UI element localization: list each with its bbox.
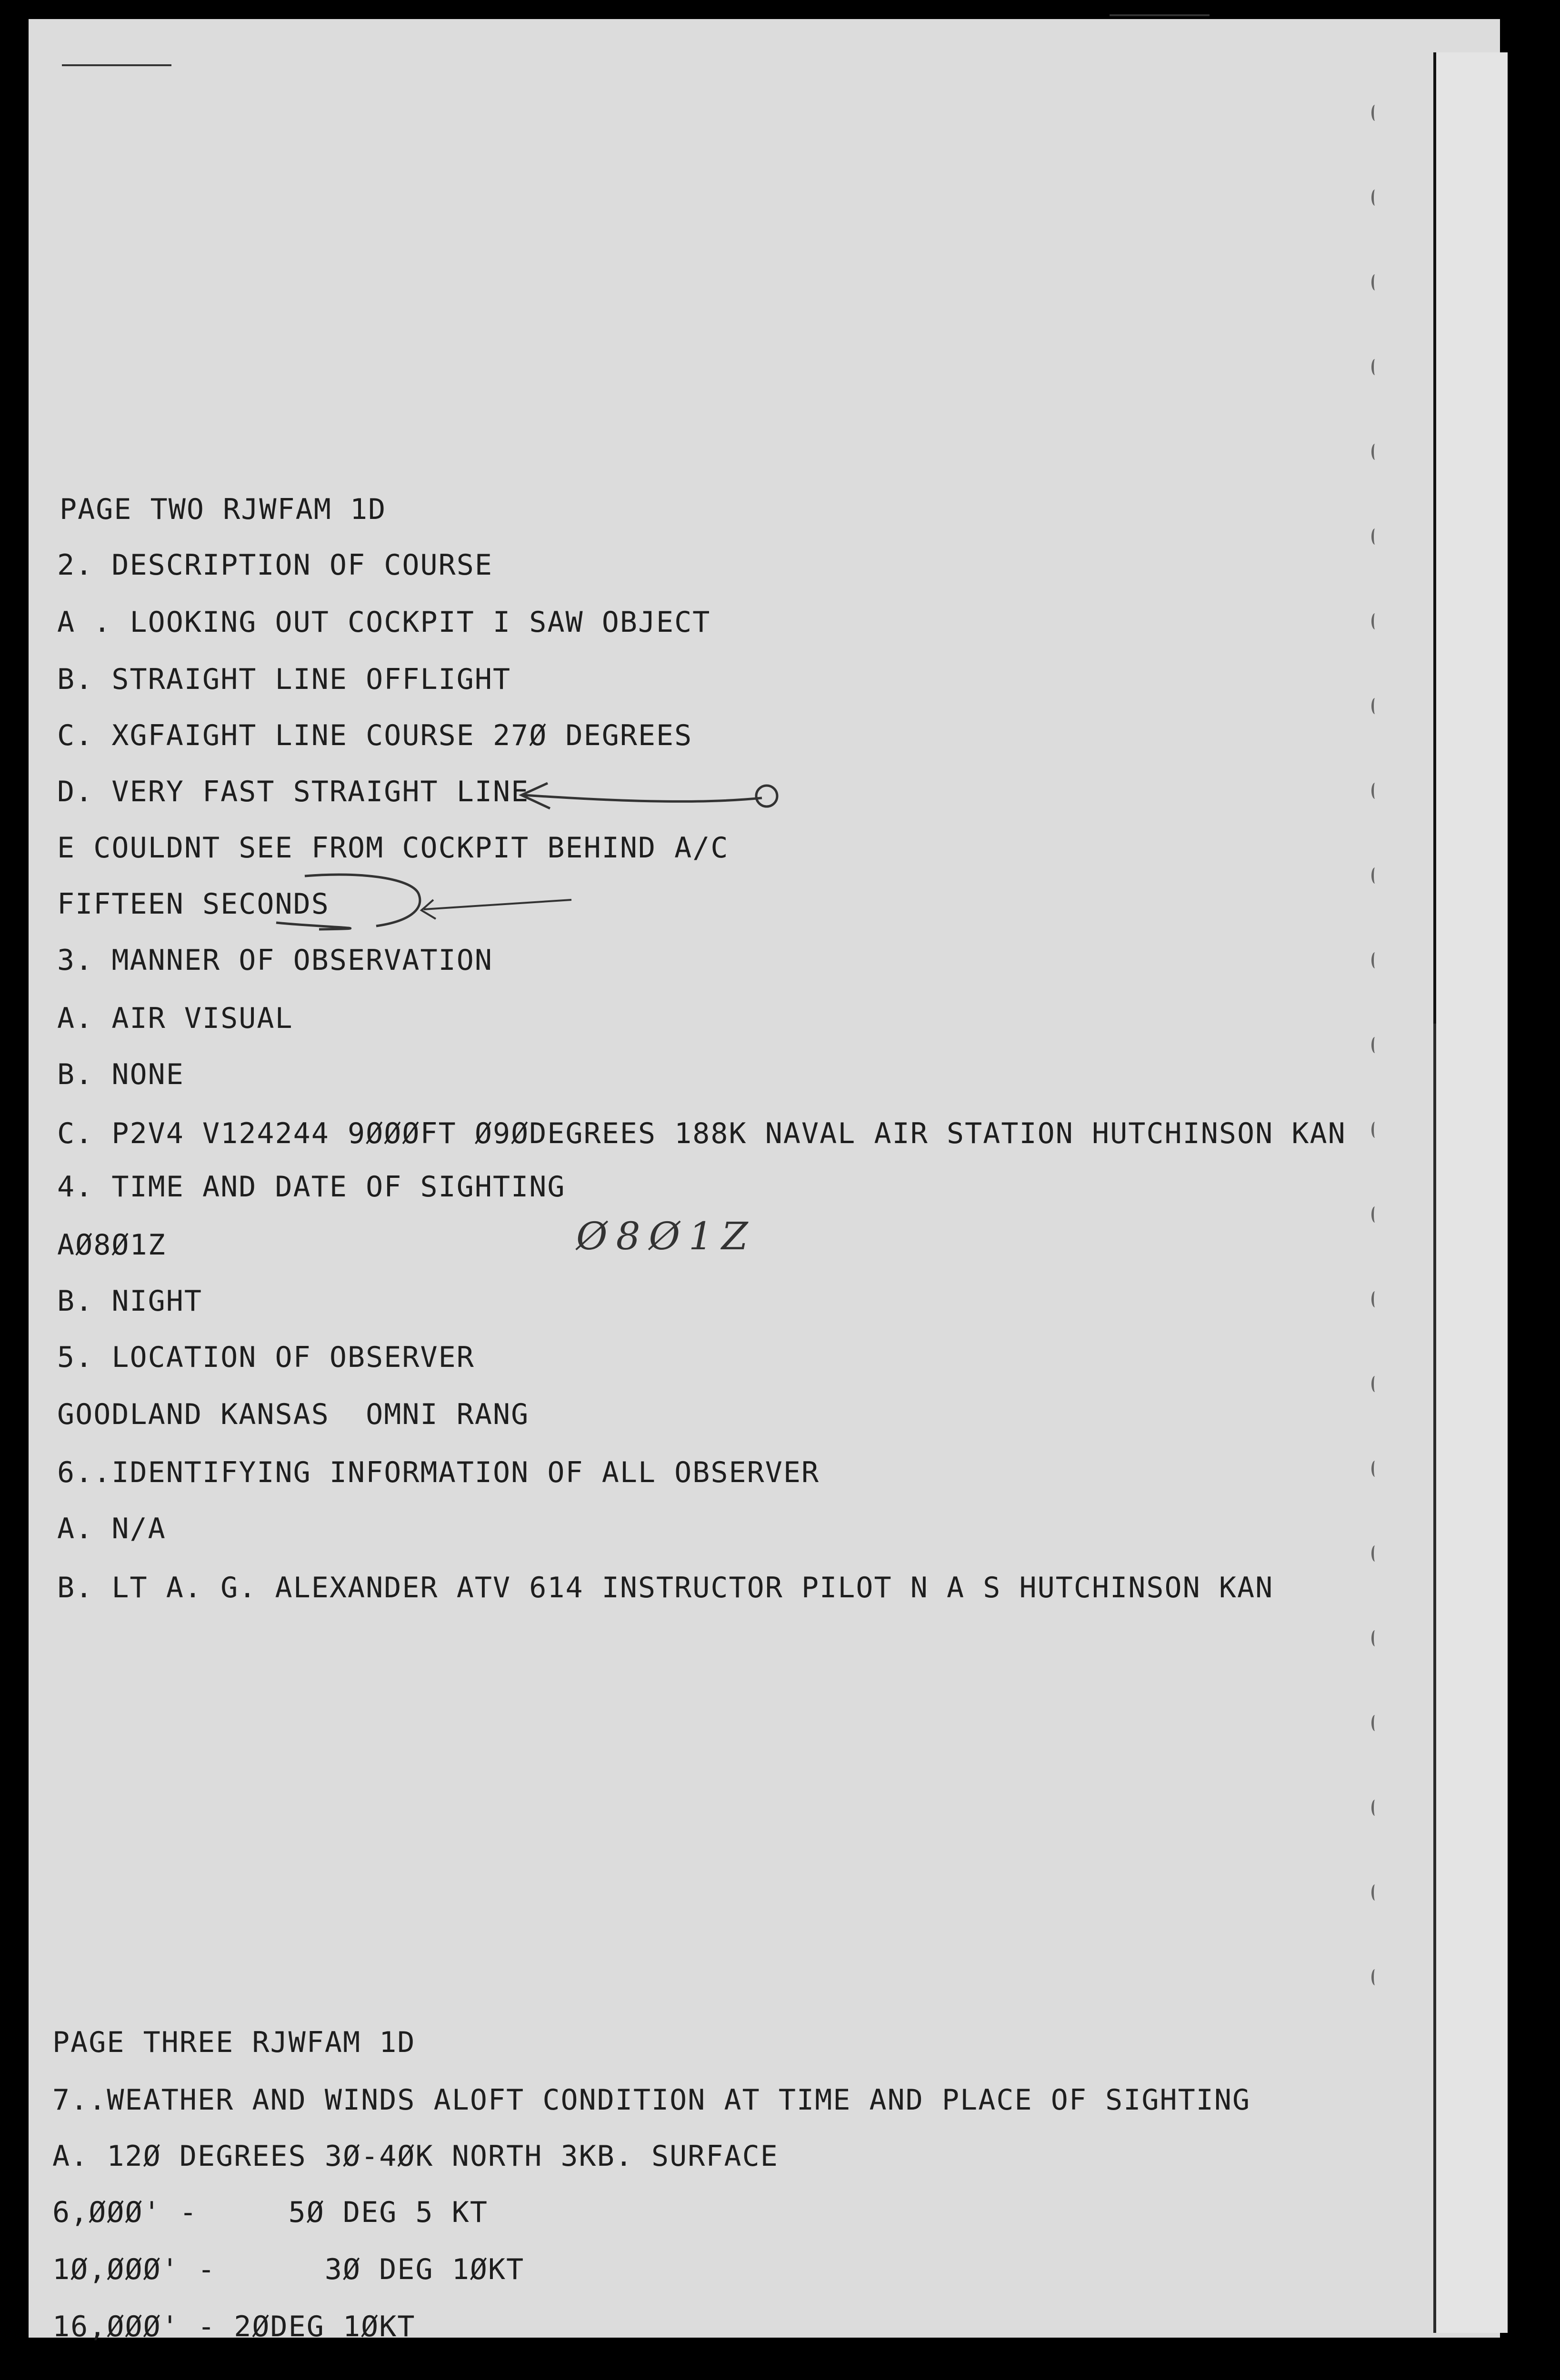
- margin-feed-mark: [1371, 1630, 1379, 1646]
- line-3b: B. NONE: [57, 1058, 184, 1091]
- line-3c: C. P2V4 V124244 9ØØØFT Ø9ØDEGREES 188K NAVAL AIR STATION HUTCHINSON KAN: [57, 1117, 1346, 1150]
- line-2a: A . LOOKING OUT COCKPIT I SAW OBJECT: [57, 606, 711, 639]
- margin-feed-mark: [1371, 952, 1379, 968]
- line-7: 7..WEATHER AND WINDS ALOFT CONDITION AT TIME AND PLACE OF SIGHTING: [52, 2083, 1251, 2117]
- line-5: 5. LOCATION OF OBSERVER: [57, 1341, 475, 1374]
- perforated-margin-strip: [1433, 52, 1508, 2333]
- margin-feed-mark: [1371, 698, 1379, 714]
- line-2: 2. DESCRIPTION OF COURSE: [57, 548, 493, 582]
- line-4: 4. TIME AND DATE OF SIGHTING: [57, 1170, 566, 1204]
- margin-feed-mark: [1371, 105, 1379, 121]
- margin-feed-mark: [1371, 274, 1379, 290]
- wind-10000: 1Ø,ØØØ' - 3Ø DEG 1ØKT: [52, 2253, 525, 2286]
- page-two-header: PAGE TWO RJWFAM 1D: [60, 493, 387, 526]
- margin-feed-mark: [1371, 1037, 1379, 1053]
- margin-feed-mark: [1371, 867, 1379, 884]
- line-2d: D. VERY FAST STRAIGHT LINE: [57, 775, 530, 808]
- line-4a: AØ8Ø1Z: [57, 1228, 166, 1262]
- line-2b: B. STRAIGHT LINE OFFLIGHT: [57, 663, 511, 696]
- line-6b: B. LT A. G. ALEXANDER ATV 614 INSTRUCTOR PILOT N A S HUTCHINSON KAN: [57, 1571, 1274, 1604]
- line-6: 6..IDENTIFYING INFORMATION OF ALL OBSERVER: [57, 1456, 820, 1489]
- margin-feed-mark: [1371, 189, 1379, 206]
- margin-feed-mark: [1371, 1206, 1379, 1223]
- margin-feed-mark: [1371, 613, 1379, 629]
- line-duration: FIFTEEN SECONDS: [57, 887, 330, 921]
- margin-feed-mark: [1371, 1884, 1379, 1901]
- line-6a: A. N/A: [57, 1512, 166, 1545]
- margin-feed-mark: [1371, 1122, 1379, 1138]
- margin-feed-mark: [1371, 783, 1379, 799]
- margin-feed-mark: [1371, 1461, 1379, 1477]
- line-4b: B. NIGHT: [57, 1285, 202, 1318]
- top-rule: [62, 64, 171, 66]
- top-mark: [1110, 14, 1210, 16]
- margin-rule: [1433, 52, 1436, 1024]
- line-3a: A. AIR VISUAL: [57, 1002, 293, 1035]
- margin-feed-mark: [1371, 359, 1379, 375]
- margin-feed-mark: [1371, 1291, 1379, 1307]
- wind-6000: 6,ØØØ' - 5Ø DEG 5 KT: [52, 2196, 488, 2229]
- margin-feed-mark: [1371, 1969, 1379, 1985]
- margin-feed-mark: [1371, 1715, 1379, 1731]
- line-7a: A. 12Ø DEGREES 3Ø-4ØK NORTH 3KB. SURFACE: [52, 2140, 779, 2173]
- margin-feed-mark: [1371, 444, 1379, 460]
- margin-feed-mark: [1371, 1545, 1379, 1562]
- line-5a: GOODLAND KANSAS OMNI RANG: [57, 1398, 530, 1431]
- line-2e: E COULDNT SEE FROM COCKPIT BEHIND A/C: [57, 831, 729, 865]
- line-3: 3. MANNER OF OBSERVATION: [57, 944, 493, 977]
- margin-feed-mark: [1371, 1800, 1379, 1816]
- page-three-header: PAGE THREE RJWFAM 1D: [52, 2026, 416, 2059]
- handwritten-arrow-d: [514, 771, 790, 819]
- handwritten-time-note: Ø8Ø1Z: [576, 1214, 757, 1258]
- line-2c: C. XGFAIGHT LINE COURSE 27Ø DEGREES: [57, 719, 693, 752]
- margin-feed-mark: [1371, 1376, 1379, 1392]
- margin-feed-mark: [1371, 528, 1379, 545]
- handwritten-circle-fifteen: [267, 866, 581, 933]
- wind-16000: 16,ØØØ' - 2ØDEG 1ØKT: [52, 2310, 416, 2343]
